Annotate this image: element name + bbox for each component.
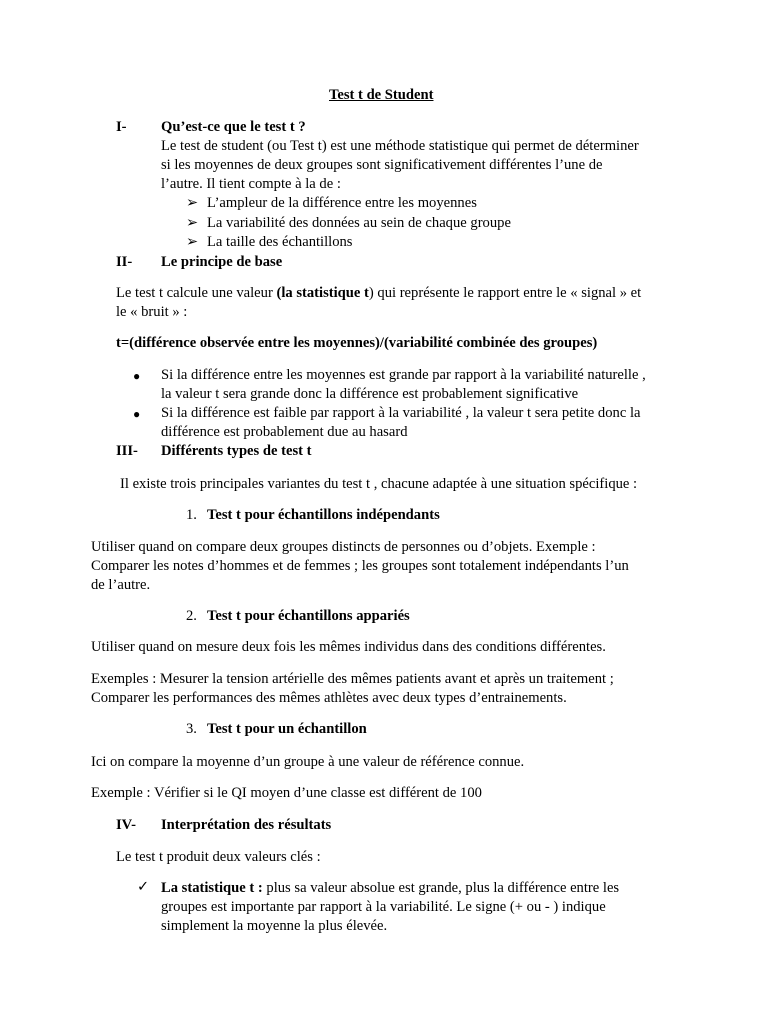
paragraph-line: Comparer les notes d’hommes et de femmes ; les groupes sont totalement indépendants l’un [91,558,629,574]
paragraph-line: si les moyennes de deux groupes sont significativement différentes l’une de [161,157,603,173]
section-3-number: III- [116,443,138,459]
list-number: 2. [186,608,197,624]
paragraph-line: l’autre. Il tient compte à la de : [161,176,341,192]
list-item: la valeur t sera grande donc la différence est probablement significative [161,386,579,402]
list-number: 3. [186,721,197,737]
formula: t=(différence observée entre les moyennes)/(variabilité combinée des groupes) [116,335,598,351]
section-1-heading: Qu’est-ce que le test t ? [161,119,306,135]
list-item: La taille des échantillons [207,234,353,250]
list-item: simplement la moyenne la plus élevée. [161,918,388,934]
arrow-bullet-icon: ➢ [186,215,199,231]
paragraph-line: Le test t produit deux valeurs clés : [116,849,321,865]
subheading: Test t pour échantillons appariés [207,608,410,624]
list-item: différence est probablement due au hasard [161,424,408,440]
list-number: 1. [186,507,197,523]
section-3-heading: Différents types de test t [161,443,312,459]
section-1-number: I- [116,119,127,135]
bullet-dot-icon: ● [133,369,141,383]
list-item: La statistique t : plus sa valeur absolue est grande, plus la différence entre les [161,880,620,896]
list-item: Si la différence entre les moyennes est grande par rapport à la variabilité naturelle , [161,367,646,383]
list-item: groupes est importante par rapport à la variabilité. Le signe (+ ou - ) indique [161,899,606,915]
paragraph-line: Le test t calcule une valeur (la statistique t) qui représente le rapport entre le « signal » et [116,285,642,301]
paragraph-line: Ici on compare la moyenne d’un groupe à une valeur de référence connue. [91,754,525,770]
arrow-bullet-icon: ➢ [186,234,199,250]
subheading: Test t pour échantillons indépendants [207,507,440,523]
section-4-heading: Interprétation des résultats [161,817,332,833]
subheading: Test t pour un échantillon [207,721,367,737]
paragraph-line: Le test de student (ou Test t) est une méthode statistique qui permet de déterminer [161,138,639,154]
section-4-number: IV- [116,817,136,833]
paragraph-line: le « bruit » : [116,304,188,320]
section-2-heading: Le principe de base [161,254,283,270]
checkmark-icon: ✓ [137,879,150,895]
arrow-bullet-icon: ➢ [186,195,199,211]
list-item: L’ampleur de la différence entre les moyennes [207,195,477,211]
paragraph-line: Exemples : Mesurer la tension artérielle des mêmes patients avant et après un traitement ; [91,671,614,687]
paragraph-line: Utiliser quand on mesure deux fois les mêmes individus dans des conditions différentes. [91,639,606,655]
paragraph-line: Comparer les performances des mêmes athlètes avec deux types d’entrainements. [91,690,567,706]
paragraph-line: Exemple : Vérifier si le QI moyen d’une classe est différent de 100 [91,785,482,801]
paragraph-line: Il existe trois principales variantes du test t , chacune adaptée à une situation spécifique : [120,476,638,492]
list-item: La variabilité des données au sein de chaque groupe [207,215,511,231]
list-item: Si la différence est faible par rapport à la variabilité , la valeur t sera petite donc la [161,405,641,421]
section-2-number: II- [116,254,133,270]
paragraph-line: Utiliser quand on compare deux groupes distincts de personnes ou d’objets. Exemple : [91,539,596,555]
paragraph-line: de l’autre. [91,577,151,593]
bullet-dot-icon: ● [133,407,141,421]
page-title: Test t de Student [329,87,434,103]
